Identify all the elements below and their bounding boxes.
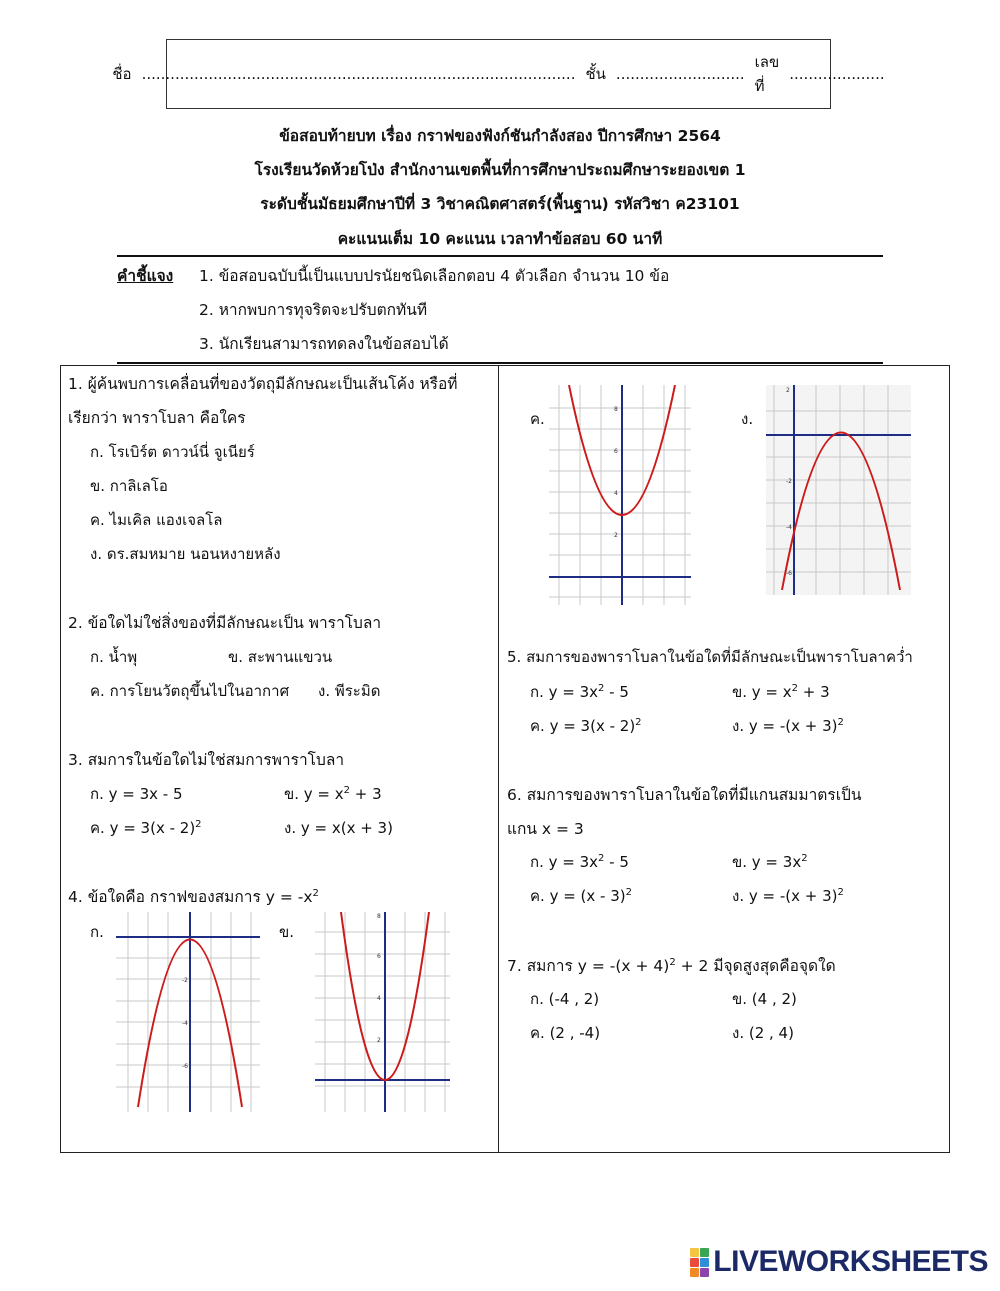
tick-label: 6 xyxy=(377,953,381,960)
tick-label: -6 xyxy=(786,570,792,577)
q1-question-line1: 1. ผู้ค้นพบการเคลื่อนที่ของวัตถุมีลักษณะเป็นเส้นโค้ง หรือที่ xyxy=(68,375,458,393)
school-name: โรงเรียนวัดห้วยโป่ง สำนักงานเขตพื้นที่การศึกษาประถมศึกษาระยองเขต 1 xyxy=(254,161,746,179)
q6-choice-b[interactable]: ข. $y = 3x^2$ xyxy=(732,853,808,871)
grid xyxy=(315,912,450,1112)
q2-choice-a[interactable]: ก. น้ำพุ xyxy=(90,648,138,666)
exam-title: ข้อสอบท้ายบท เรื่อง กราฟของฟังก์ชันกำลังสอง ปีการศึกษา 2564 xyxy=(279,127,721,145)
q2-choice-b[interactable]: ข. สะพานแขวน xyxy=(228,648,333,666)
q5-question: 5. สมการของพาราโบลาในข้อใดที่มีลักษณะเป็นพาราโบลาคว่ำ xyxy=(507,648,913,666)
logo-tile xyxy=(690,1248,699,1257)
logo-tile xyxy=(700,1248,709,1257)
q3-choice-a[interactable]: ก. y = 3x - 5 xyxy=(90,785,183,803)
tick-label: 4 xyxy=(377,995,381,1002)
instruction-3: 3. นักเรียนสามารถทดลงในข้อสอบได้ xyxy=(199,335,449,353)
q4-graph-d[interactable] xyxy=(766,385,911,595)
column-divider xyxy=(498,365,499,1153)
q3-choice-b[interactable]: ข. $y = x^2 + 3$ xyxy=(284,785,382,803)
q7-choice-c[interactable]: ค. (2 , -4) xyxy=(530,1024,601,1042)
q3-question: 3. สมการในข้อใดไม่ใช่สมการพาราโบลา xyxy=(68,751,345,769)
q4-choice-a-label[interactable]: ก. xyxy=(90,923,104,941)
q3-choice-c[interactable]: ค. y = 3(x - 2)$^2$ xyxy=(90,819,202,837)
tick-label: -6 xyxy=(182,1063,188,1070)
q4-graph-b[interactable] xyxy=(315,912,450,1112)
instructions-label: คำชี้แจง xyxy=(117,267,174,285)
q5-choice-d[interactable]: ง. $y = -(x + 3)^2$ xyxy=(732,717,844,735)
q1-choice-c[interactable]: ค. ไมเคิล แองเจลโล xyxy=(90,511,223,529)
number-label: เลขที่ xyxy=(754,53,780,95)
q4-graph-c[interactable] xyxy=(549,385,691,605)
q1-choice-b[interactable]: ข. กาลิเลโอ xyxy=(90,477,168,495)
class-field[interactable]: ........................... xyxy=(615,65,745,83)
bottom-rule xyxy=(117,362,883,364)
logo-tile xyxy=(700,1268,709,1277)
tick-label: 2 xyxy=(614,532,618,539)
logo-tile xyxy=(700,1258,709,1267)
q4-question: 4. ข้อใดคือ กราฟของสมการ $y = -x^2$ xyxy=(68,887,319,906)
q2-question: 2. ข้อใดไม่ใช่สิ่งของที่มีลักษณะเป็น พาราโบลา xyxy=(68,614,382,632)
name-field[interactable]: ........................................................................................... xyxy=(141,65,576,83)
logo-tile xyxy=(690,1268,699,1277)
tick-label: 8 xyxy=(377,913,381,920)
name-label: ชื่อ xyxy=(112,65,132,83)
top-rule xyxy=(117,255,883,257)
tick-label: 2 xyxy=(786,387,790,394)
tick-label: -2 xyxy=(182,977,188,984)
q6-question-line1: 6. สมการของพาราโบลาในข้อใดที่มีแกนสมมาตรเป็น xyxy=(507,786,862,804)
q3-choice-d[interactable]: ง. y = x(x + 3) xyxy=(284,819,393,837)
tick-label: -4 xyxy=(786,524,792,531)
tick-label: 4 xyxy=(614,490,618,497)
q1-question-line2: เรียกว่า พาราโบลา คือใคร xyxy=(68,409,246,427)
q5-choice-a[interactable]: ก. $y = 3x^2 - 5$ xyxy=(530,683,629,701)
q7-choice-b[interactable]: ข. (4 , 2) xyxy=(732,990,797,1008)
q1-choice-d[interactable]: ง. ดร.สมหมาย นอนหงายหลัง xyxy=(90,545,281,563)
logo-tile xyxy=(690,1258,699,1267)
q2-choice-c[interactable]: ค. การโยนวัตถุขึ้นไปในอากาศ xyxy=(90,682,290,700)
q4-graph-a[interactable] xyxy=(116,912,260,1112)
q6-choice-a[interactable]: ก. $y = 3x^2 - 5$ xyxy=(530,853,629,871)
q6-question-line2: แกน x = 3 xyxy=(507,820,584,838)
class-label: ชั้น xyxy=(585,65,606,83)
q4-choice-c-label[interactable]: ค. xyxy=(530,410,545,428)
q1-choice-a[interactable]: ก. โรเบิร์ต ดาวน์นี่ จูเนียร์ xyxy=(90,443,255,461)
grid xyxy=(549,385,691,605)
q2-choice-d[interactable]: ง. พีระมิด xyxy=(318,682,381,700)
brand-text: LIVEWORKSHEETS xyxy=(713,1245,988,1278)
tick-label: -4 xyxy=(182,1020,188,1027)
q5-choice-c[interactable]: ค. y = 3(x - 2)$^2$ xyxy=(530,717,642,735)
q6-choice-c[interactable]: ค. y = (x - 3)$^2$ xyxy=(530,887,632,905)
instruction-2: 2. หากพบการทุจริตจะปรับตกทันที xyxy=(199,301,428,319)
q4-choice-d-label[interactable]: ง. xyxy=(741,410,754,428)
tick-label: 2 xyxy=(377,1037,381,1044)
tick-label: -2 xyxy=(786,478,792,485)
liveworksheets-logo-icon xyxy=(690,1248,709,1277)
student-info-box xyxy=(112,39,885,109)
tick-label: 8 xyxy=(614,406,618,413)
q5-choice-b[interactable]: ข. $y = x^2 + 3$ xyxy=(732,683,830,701)
q7-choice-d[interactable]: ง. (2 , 4) xyxy=(732,1024,794,1042)
q7-choice-a[interactable]: ก. (-4 , 2) xyxy=(530,990,600,1008)
q6-choice-d[interactable]: ง. $y = -(x + 3)^2$ xyxy=(732,887,844,905)
tick-label: 6 xyxy=(614,448,618,455)
liveworksheets-brand[interactable] xyxy=(690,1245,988,1279)
course-info: ระดับชั้นมัธยมศึกษาปีที่ 3 วิชาคณิตศาสตร์(พื้นฐาน) รหัสวิชา ค23101 xyxy=(260,195,740,213)
number-field[interactable]: .................... xyxy=(789,65,885,83)
q4-choice-b-label[interactable]: ข. xyxy=(279,923,295,941)
score-time: คะแนนเต็ม 10 คะแนน เวลาทำข้อสอบ 60 นาที xyxy=(337,230,663,248)
q7-question: 7. สมการ $y = -(x + 4)^2 + 2$ มีจุดสูงสุดคือจุดใด xyxy=(507,956,836,975)
instruction-1: 1. ข้อสอบฉบับนี้เป็นแบบปรนัยชนิดเลือกตอบ 4 ตัวเลือก จำนวน 10 ข้อ xyxy=(199,267,670,285)
